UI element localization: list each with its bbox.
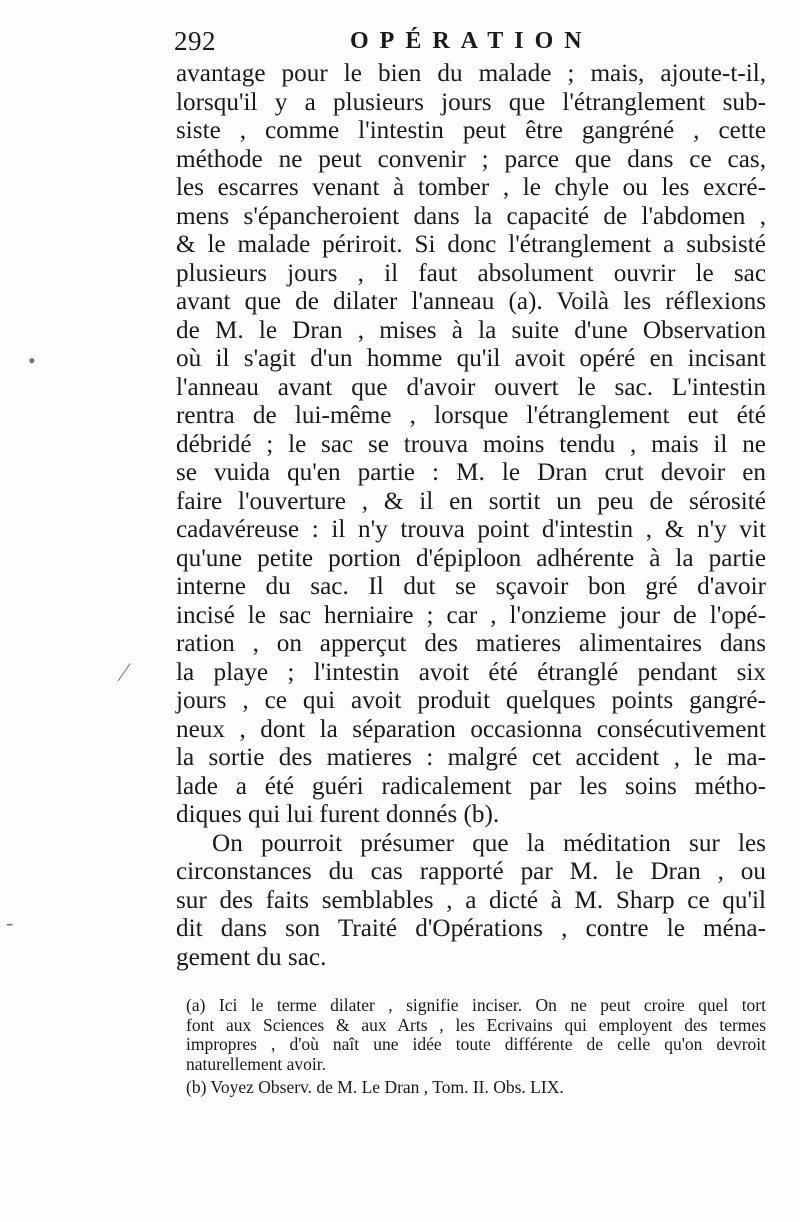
text-line: diques qui lui furent donnés (b). [176,801,500,828]
text-line: gement du sac. [176,943,327,971]
text-line: neux , dont la séparation occasionna consécutivement [176,715,766,743]
text-line: lade a été guéri radicalement par les soins métho- [176,772,766,800]
text-line: sur des faits semblables , a dicté à M. Sharp ce qu'il [176,886,766,914]
text-line: se vuida qu'en partie : M. le Dran crut devoir en [176,459,766,486]
body-text [176,60,766,972]
text-line: siste , comme l'intestin peut être gangréné , cette [176,117,766,144]
footnote-line: impropres , d'où naît une idée toute différente de celle qu'on devroit [186,1034,766,1055]
margin-dot: • [28,348,36,373]
text-line: mens s'épancheroient dans la capacité de l'abdomen , [176,202,766,230]
text-line: cadavéreuse : il n'y trouva point d'intestin , & n'y vit [176,516,766,543]
page-header [174,26,774,62]
text-line: qu'une petite portion d'épiploon adhérente à la partie [176,544,766,572]
text-line: circonstances du cas rapporté par M. le Dran , ou [176,858,766,885]
text-line: ration , on apperçut des matieres alimentaires dans [176,630,766,657]
text-line: faire l'ouverture , & il en sortit un peu de sérosité [176,487,766,515]
text-line: On pourroit présumer que la méditation sur les [212,829,766,857]
text-line: plusieurs jours , il faut absolument ouvrir le sac [176,259,766,287]
text-line: dit dans son Traité d'Opérations , contre le ména- [176,915,766,942]
text-line: les escarres venant à tomber , le chyle ou les excré- [176,174,766,201]
page-number: 292 [174,26,216,56]
text-line: lorsqu'il y a plusieurs jours que l'étranglement sub- [176,88,766,116]
footnote-line: font aux Sciences & aux Arts , les Ecrivains qui employent des termes [186,1014,766,1035]
footnote-b [186,1078,766,1098]
margin-tick: ⁄ [122,658,127,687]
footnote-a [186,996,766,1074]
text-line: méthode ne peut convenir ; parce que dans ce cas, [176,145,766,173]
footnote-line: (b) Voyez Observ. de M. Le Dran , Tom. II. Obs. LIX. [186,1077,564,1098]
footnotes [186,996,766,1098]
text-line: jours , ce qui avoit produit quelques points gangré- [176,687,766,714]
text-line: rentra de lui-même , lorsque l'étranglement eut été [176,402,766,429]
text-line: de M. le Dran , mises à la suite d'une Observation [176,316,766,344]
text-line: incisé le sac herniaire ; car , l'onzieme jour de l'opé- [176,601,766,629]
margin-dash: - [6,910,14,935]
footnote-line: (a) Ici le terme dilater , signifie inciser. On ne peut croire quel tort [186,995,766,1015]
text-line: & le malade périroit. Si donc l'étranglement a subsisté [176,231,766,258]
text-line: avant que de dilater l'anneau (a). Voilà les réflexions [176,288,766,315]
text-line: interne du sac. Il dut se sçavoir bon gré d'avoir [176,573,766,600]
text-line: avantage pour le bien du malade ; mais, ajoute-t-il, [176,60,766,87]
footnote-line: naturellement avoir. [186,1053,326,1074]
text-line: l'anneau avant que d'avoir ouvert le sac. L'intestin [176,373,766,401]
text-line: la sortie des matieres : malgré cet accident , le ma- [176,744,766,771]
text-line: débridé ; le sac se trouva moins tendu , mais il ne [176,430,766,458]
running-head: OPÉRATION [350,28,593,54]
text-line: où il s'agit d'un homme qu'il avoit opéré en incisant [176,345,766,372]
text-line: la playe ; l'intestin avoit été étranglé pendant six [176,658,766,686]
